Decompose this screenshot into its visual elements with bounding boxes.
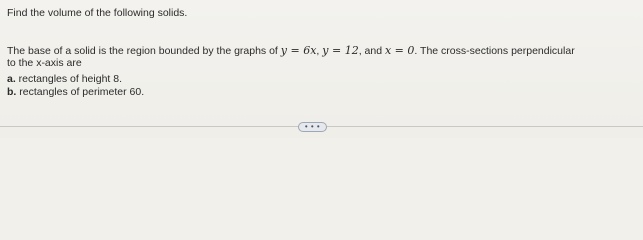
- separator-1: ,: [316, 45, 323, 57]
- option-a-text: rectangles of height 8.: [15, 73, 123, 85]
- problem-statement: [7, 45, 639, 69]
- option-a-letter: a.: [7, 73, 16, 85]
- option-b-letter: b.: [7, 85, 17, 98]
- equation-1: y = 6x: [280, 44, 317, 57]
- problem-line-2: to the x-axis are: [7, 57, 82, 69]
- expand-more-button[interactable]: [298, 122, 327, 132]
- option-a: [7, 73, 144, 86]
- problem-text-after: . The cross-sections perpendicular: [414, 45, 575, 57]
- separator-2: , and: [358, 45, 385, 57]
- options-list: [7, 73, 144, 98]
- more-dots-icon: • • •: [304, 122, 321, 131]
- instruction-text: Find the volume of the following solids.: [7, 7, 188, 19]
- option-b: [7, 86, 144, 99]
- problem-line-1: [7, 45, 639, 57]
- option-b-text: rectangles of perimeter 60.: [16, 85, 145, 98]
- equation-3: x = 0: [384, 44, 415, 57]
- equation-2: y = 12: [322, 44, 359, 57]
- problem-text-before: The base of a solid is the region bounded by the graphs of: [7, 45, 281, 57]
